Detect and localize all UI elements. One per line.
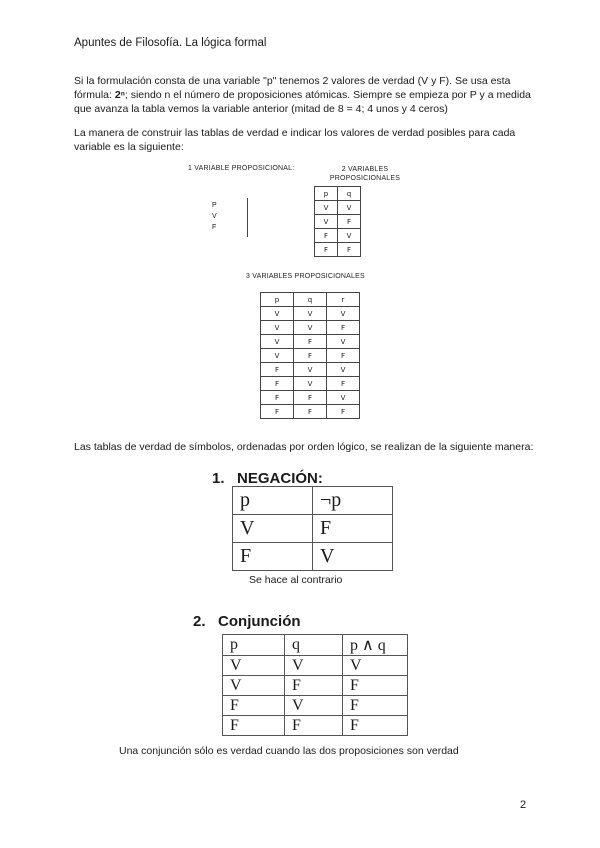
header-cell: ¬p: [313, 487, 393, 515]
table-cell: V: [294, 307, 327, 321]
negation-table: [232, 486, 393, 571]
table-row: [261, 405, 360, 419]
conjunction-number: 2.: [193, 613, 206, 630]
two-variables-table: [314, 186, 361, 257]
page-number: 2: [520, 799, 527, 811]
table-cell: V: [261, 307, 294, 321]
table-cell: F: [327, 405, 360, 419]
table-cell: F: [294, 405, 327, 419]
header-cell: q: [338, 187, 361, 201]
intro-text-before: Si la formulación consta de una variable "p" tenemos 2 valores de verdad (V y F). Se usa esta fórmula:: [74, 75, 511, 101]
one-variable-values: [212, 200, 217, 233]
conjunction-title: Conjunción: [218, 613, 301, 630]
table-cell: V: [294, 377, 327, 391]
table-row: [223, 696, 408, 716]
header-cell: q: [285, 635, 343, 656]
table-cell: V: [285, 656, 343, 676]
one-variable-value: V: [212, 213, 217, 220]
table-cell: V: [315, 201, 338, 215]
table-cell: V: [261, 349, 294, 363]
page-header: Apuntes de Filosofía. La lógica formal: [74, 37, 267, 49]
table-cell: V: [294, 363, 327, 377]
table-row: [315, 243, 361, 257]
table-row: [261, 391, 360, 405]
header-cell: p ∧ q: [343, 635, 408, 656]
one-variable-label: 1 VARIABLE PROPOSICIONAL:: [188, 165, 295, 172]
table-cell: F: [294, 335, 327, 349]
table-cell: F: [261, 391, 294, 405]
table-row: [315, 215, 361, 229]
table-row: [261, 321, 360, 335]
intro-text-after: ; siendo n el número de proposiciones atómicas. Siempre se empieza por P y a medida que avanza la tabla vemos la variable anterior (mitad de 8 = 4; 4 unos y 4 ceros): [74, 89, 531, 115]
one-variable-value: F: [212, 224, 217, 231]
table-cell: V: [343, 656, 408, 676]
one-variable-divider: [247, 198, 248, 237]
table-header-row: [223, 635, 408, 656]
table-cell: F: [261, 405, 294, 419]
negation-number: 1.: [212, 470, 225, 487]
table-cell: F: [343, 696, 408, 716]
table-row: [261, 335, 360, 349]
symbols-intro-paragraph: Las tablas de verdad de símbolos, ordenadas por orden lógico, se realizan de la siguiente manera:: [74, 441, 534, 453]
table-cell: V: [338, 229, 361, 243]
table-row: [223, 656, 408, 676]
table-cell: F: [294, 391, 327, 405]
table-cell: F: [338, 215, 361, 229]
header-cell: q: [294, 293, 327, 307]
two-variables-label-line1: 2 VARIABLES: [341, 166, 389, 173]
table-cell: F: [315, 229, 338, 243]
two-variables-label: [310, 165, 420, 183]
table-row: [261, 349, 360, 363]
header-cell: p: [261, 293, 294, 307]
negation-caption: Se hace al contrario: [249, 574, 343, 586]
table-cell: V: [327, 335, 360, 349]
table-cell: V: [327, 391, 360, 405]
intro-paragraph-formula: [74, 74, 534, 116]
negation-heading: [212, 470, 323, 487]
table-row: [261, 377, 360, 391]
table-cell: F: [327, 321, 360, 335]
table-cell: F: [343, 676, 408, 696]
three-variables-table: [260, 292, 360, 419]
conjunction-caption: Una conjunción sólo es verdad cuando las dos proposiciones son verdad: [119, 745, 459, 757]
two-variables-label-line2: PROPOSICIONALES: [329, 175, 401, 182]
table-row: [261, 363, 360, 377]
table-cell: F: [285, 716, 343, 736]
table-row: [315, 229, 361, 243]
table-cell: V: [261, 335, 294, 349]
header-cell: p: [315, 187, 338, 201]
table-cell: F: [338, 243, 361, 257]
table-cell: F: [313, 515, 393, 543]
table-cell: V: [233, 515, 313, 543]
header-cell: r: [327, 293, 360, 307]
table-cell: F: [261, 363, 294, 377]
table-row: [233, 543, 393, 571]
table-cell: V: [338, 201, 361, 215]
table-cell: V: [313, 543, 393, 571]
three-variables-label: 3 VARIABLES PROPOSICIONALES: [246, 273, 365, 280]
conjunction-table: [222, 634, 408, 736]
table-row: [315, 201, 361, 215]
table-cell: F: [261, 377, 294, 391]
header-cell: p: [233, 487, 313, 515]
table-cell: V: [223, 676, 285, 696]
table-cell: F: [223, 716, 285, 736]
table-row: [233, 515, 393, 543]
table-cell: F: [343, 716, 408, 736]
table-cell: V: [261, 321, 294, 335]
table-cell: F: [223, 696, 285, 716]
table-cell: V: [315, 215, 338, 229]
table-cell: V: [327, 307, 360, 321]
table-cell: V: [223, 656, 285, 676]
negation-title: NEGACIÓN:: [237, 470, 323, 487]
table-cell: F: [327, 349, 360, 363]
table-header-row: [315, 187, 361, 201]
formula: 2ⁿ: [114, 89, 125, 101]
table-header-row: [261, 293, 360, 307]
table-cell: F: [285, 676, 343, 696]
table-cell: F: [315, 243, 338, 257]
table-cell: F: [294, 349, 327, 363]
table-row: [223, 716, 408, 736]
one-variable-value: P: [212, 202, 217, 209]
table-row: [223, 676, 408, 696]
table-cell: F: [327, 377, 360, 391]
table-cell: V: [327, 363, 360, 377]
table-cell: F: [233, 543, 313, 571]
table-row: [261, 307, 360, 321]
header-cell: p: [223, 635, 285, 656]
table-header-row: [233, 487, 393, 515]
table-cell: V: [294, 321, 327, 335]
conjunction-heading: [193, 613, 301, 630]
intro-paragraph-construction: La manera de construir las tablas de verdad e indicar los valores de verdad posibles para cada variable es la siguiente:: [74, 127, 516, 153]
table-cell: V: [285, 696, 343, 716]
